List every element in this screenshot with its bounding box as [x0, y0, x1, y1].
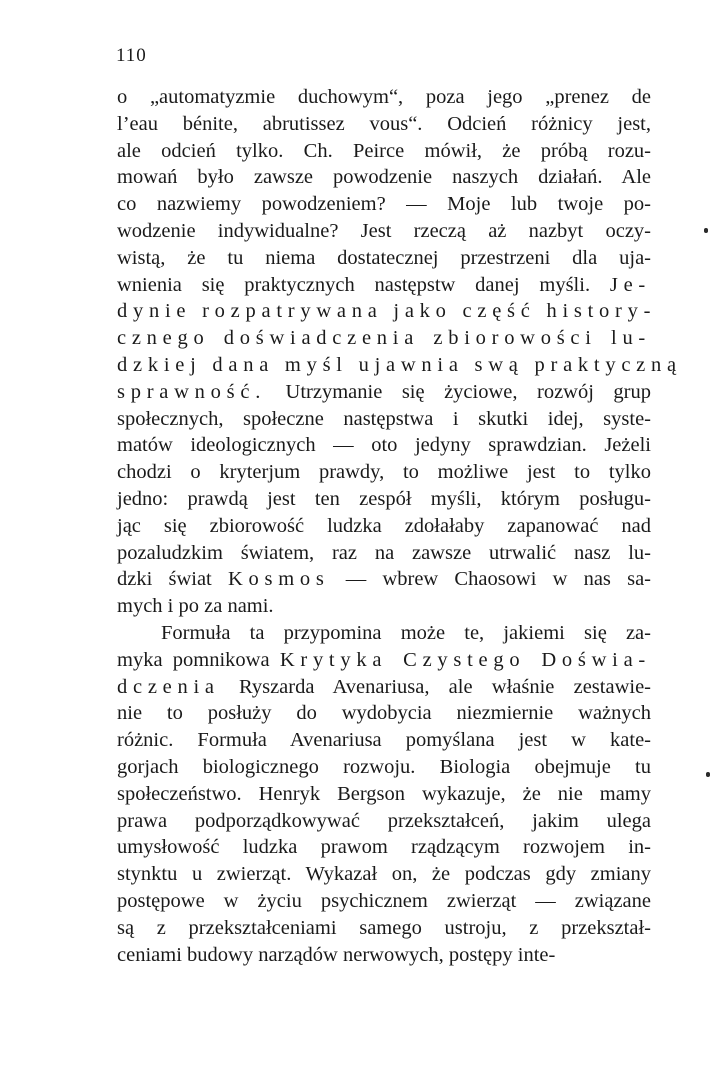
text-run: — wbrew Chaosowi w nas sa- — [329, 568, 651, 591]
text-line — [117, 808, 651, 835]
text-run: Ryszarda Avenariusa, ale właśnie zestawie- — [219, 675, 651, 698]
text-line — [117, 325, 651, 352]
text-line — [117, 915, 651, 942]
text-line — [117, 674, 651, 701]
text-line — [117, 727, 651, 754]
text-run: różnic. Formuła Avenariusa pomyślana jest w kate- — [117, 729, 651, 752]
text-run: matów ideologicznych — oto jedyny sprawdzian. Jeżeli — [117, 434, 651, 457]
text-run: Formuła ta przypomina może te, jakiemi się za- — [161, 621, 651, 644]
text-line — [117, 245, 651, 272]
text-run: umysłowość ludzka prawom rządzącym rozwojem in- — [117, 836, 651, 859]
margin-speck — [704, 228, 708, 233]
text-run: gorjach biologicznego rozwoju. Biologia obejmuje tu — [117, 755, 651, 778]
spaced-emphasis: cznego doświadczenia zbiorowości lu- — [117, 327, 651, 350]
text-run: nie to posłuży do wydobycia niezmiernie ważnych — [117, 702, 651, 725]
text-line — [117, 834, 651, 861]
text-line — [117, 754, 651, 781]
text-line — [117, 272, 651, 299]
text-run: jedno: prawdą jest ten zespół myśli, którym posługu- — [117, 487, 651, 510]
text-line — [117, 620, 651, 647]
text-line — [117, 459, 651, 486]
text-run: społeczeństwo. Henryk Bergson wykazuje, że nie mamy — [117, 782, 651, 805]
spaced-emphasis: Je- — [609, 273, 651, 296]
text-line — [117, 379, 651, 406]
spaced-emphasis: dczenia — [117, 675, 220, 698]
text-run: wistą, że tu niema dostatecznej przestrzeni dla uja- — [117, 246, 651, 269]
spaced-emphasis: dynie rozpatrywana jako część history- — [117, 300, 657, 323]
text-run: chodzi o kryterjum prawdy, to możliwe jest to tylko — [117, 461, 651, 484]
text-line — [117, 138, 651, 165]
text-run: myka pomnikowa — [117, 648, 280, 671]
text-line — [117, 781, 651, 808]
text-line — [117, 218, 651, 245]
text-line — [117, 111, 651, 138]
text-run: wodzenie indywidualne? Jest rzeczą aż nazbyt oczy- — [117, 219, 651, 242]
text-run: dzki świat — [117, 568, 228, 591]
text-run: ale odcień tylko. Ch. Peirce mówił, że próbą rozu- — [117, 139, 651, 162]
text-run: prawa podporządkowywać przekształceń, jakim ulega — [117, 809, 651, 832]
spaced-emphasis: Krytyka Czystego Doświa- — [279, 648, 651, 671]
text-line — [117, 540, 651, 567]
text-run: społecznych, społeczne następstwa i skutki idej, syste- — [117, 407, 651, 430]
text-line — [117, 406, 651, 433]
margin-speck — [706, 772, 710, 777]
text-run: mych i po za nami. — [117, 595, 274, 618]
text-run: jąc się zbiorowość ludzka zdołałaby zapanować nad — [117, 514, 651, 537]
text-line — [117, 888, 651, 915]
text-line — [117, 486, 651, 513]
text-run: wnienia się praktycznych następstw danej myśli. — [117, 273, 610, 296]
page-number: 110 — [116, 45, 147, 66]
text-line — [117, 593, 651, 620]
spaced-emphasis: Kosmos — [227, 568, 330, 591]
text-line — [117, 352, 682, 379]
text-run: o „automatyzmie duchowym“, poza jego „prenez de — [117, 86, 651, 108]
text-run: co nazwiemy powodzeniem? — Moje lub twoje po- — [117, 193, 651, 216]
text-run: stynktu u zwierząt. Wykazał on, że podczas gdy zmiany — [117, 863, 651, 886]
text-run: pozaludzkim światem, raz na zawsze utrwalić nasz lu- — [117, 541, 651, 564]
text-run: mowań było zawsze powodzenie naszych działań. Ale — [117, 166, 651, 189]
text-block — [117, 84, 682, 968]
text-run: postępowe w życiu psychicznem zwierząt — związane — [117, 889, 651, 912]
text-line — [117, 700, 651, 727]
text-line — [117, 513, 651, 540]
text-run: l’eau bénite, abrutissez vous“. Odcień różnicy jest, — [117, 112, 651, 135]
spaced-emphasis: sprawność. — [117, 380, 267, 403]
text-line — [117, 298, 657, 325]
text-line — [117, 191, 651, 218]
text-line — [117, 566, 651, 593]
text-line — [117, 861, 651, 888]
text-line — [117, 84, 651, 111]
text-line — [117, 647, 651, 674]
text-run: Utrzymanie się życiowe, rozwój grup — [266, 380, 651, 403]
spaced-emphasis: dzkiej dana myśl ujawnia swą praktyczną — [117, 353, 682, 376]
text-line — [117, 942, 651, 969]
text-run: są z przekształceniami samego ustroju, z przekształ- — [117, 916, 651, 939]
text-run: ceniami budowy narządów nerwowych, postępy inte- — [117, 943, 556, 966]
text-line — [117, 164, 651, 191]
text-line — [117, 432, 651, 459]
